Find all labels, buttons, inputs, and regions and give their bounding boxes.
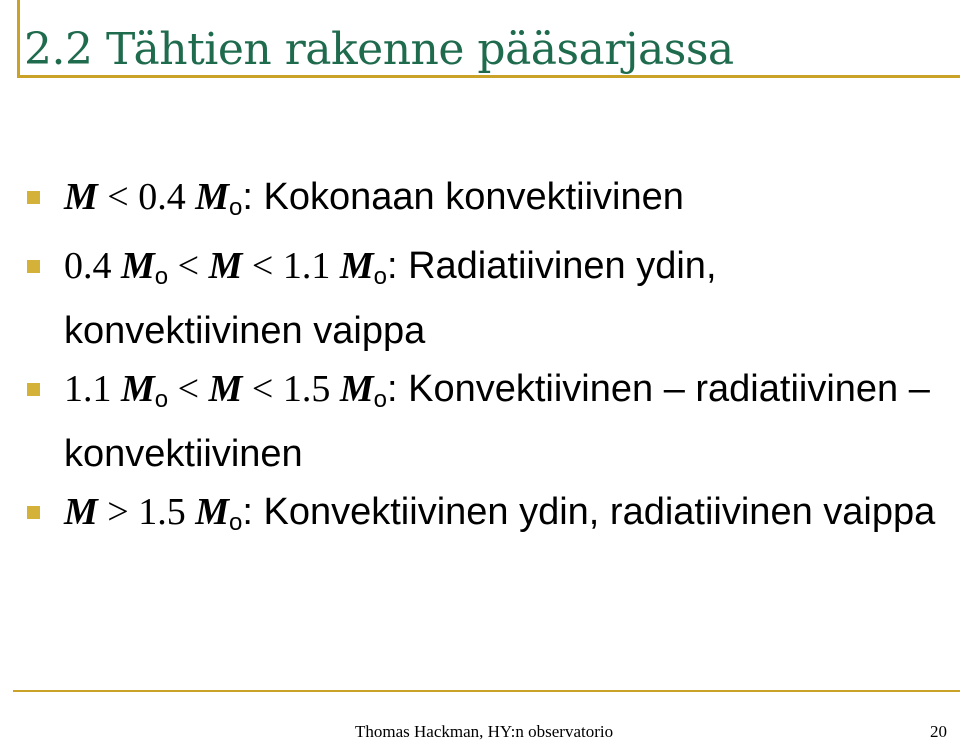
title-border-bottom xyxy=(17,75,960,78)
title-bar xyxy=(0,0,960,80)
mass-symbol: M xyxy=(121,368,155,410)
relation: < xyxy=(242,368,283,410)
relation: < xyxy=(97,176,139,218)
solar-subscript: o xyxy=(229,509,243,536)
mass-symbol: M xyxy=(64,491,98,533)
value: 1.5 xyxy=(282,368,340,410)
value: 1.1 xyxy=(282,245,340,287)
solar-subscript: o xyxy=(154,263,169,290)
mass-symbol: M xyxy=(339,368,374,410)
mass-symbol: M xyxy=(195,176,230,218)
bullet-marker-icon xyxy=(27,191,40,204)
mass-symbol: M xyxy=(339,245,374,287)
footer-rule xyxy=(13,690,960,692)
mass-symbol: M xyxy=(64,176,98,218)
bullet-item xyxy=(18,362,948,481)
description: : Kokonaan konvektiivinen xyxy=(242,176,684,218)
value: 0.4 xyxy=(138,176,196,218)
mass-symbol: M xyxy=(195,491,230,533)
description: : Konvektiivinen – radiatiivinen – konvektiivinen xyxy=(64,368,930,475)
relation: < xyxy=(168,245,209,287)
bullet-list xyxy=(18,170,948,550)
relation: < xyxy=(168,368,209,410)
bullet-marker-icon xyxy=(27,506,40,519)
description: : Radiatiivinen ydin, konvektiivinen vaippa xyxy=(64,245,717,352)
mass-symbol: M xyxy=(208,245,243,287)
footer-text: Thomas Hackman, HY:n observatorio xyxy=(355,722,614,741)
bullet-item xyxy=(18,239,948,358)
bullet-marker-icon xyxy=(27,383,40,396)
mass-symbol: M xyxy=(121,245,155,287)
bullet-marker-icon xyxy=(27,260,40,273)
page-number: 20 xyxy=(930,722,947,741)
title-border-left xyxy=(17,0,20,78)
value: 0.4 xyxy=(64,245,121,287)
mass-symbol: M xyxy=(208,368,243,410)
bullet-item xyxy=(18,485,948,550)
value: 1.5 xyxy=(138,491,196,533)
solar-subscript: o xyxy=(373,386,387,413)
bullet-item xyxy=(18,170,948,235)
slide-title: 2.2 Tähtien rakenne pääsarjassa xyxy=(24,24,734,75)
relation: < xyxy=(242,245,283,287)
solar-subscript: o xyxy=(154,386,169,413)
relation: > xyxy=(97,491,139,533)
solar-subscript: o xyxy=(229,194,243,221)
description: : Konvektiivinen ydin, radiatiivinen vaippa xyxy=(242,491,936,533)
value: 1.1 xyxy=(64,368,121,410)
solar-subscript: o xyxy=(373,263,387,290)
